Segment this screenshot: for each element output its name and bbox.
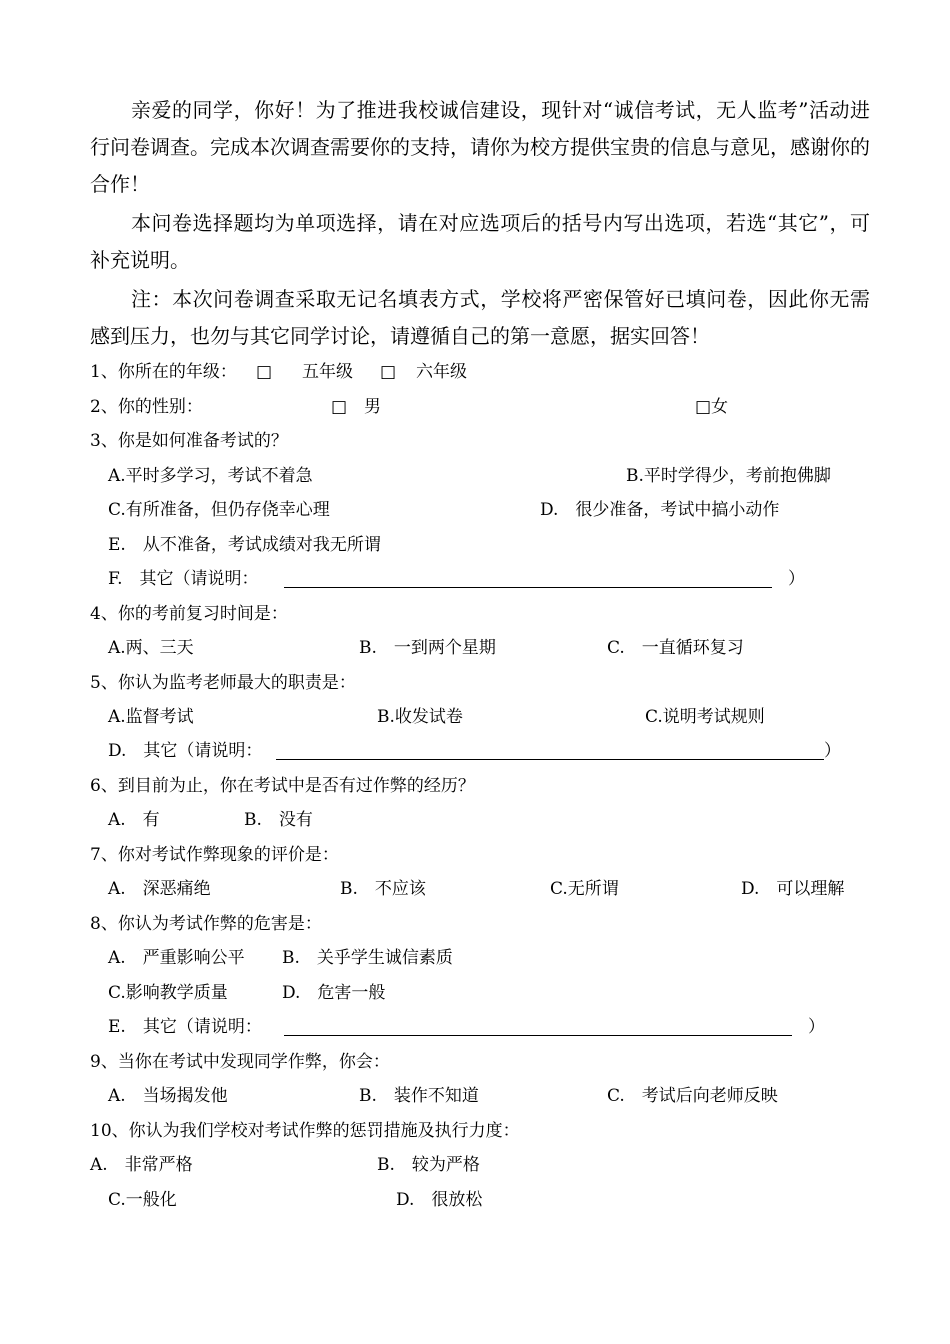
q2-option-male[interactable]: □ 男 [331,397,382,417]
q4-stem: 4、你的考前复习时间是： [90,604,288,624]
q10-option-a: A. 非常严格 [90,1155,193,1175]
q1-option-grade5: 五年级 [302,362,353,382]
q3-stem: 3、你是如何准备考试的？ [90,431,288,451]
q3-other-input-line[interactable] [284,587,772,588]
q10-option-b: B. 较为严格 [377,1155,480,1175]
q4-option-a: A.两、三天 [108,638,194,658]
q7-option-c: C.无所谓 [550,879,619,899]
q8-option-d: D. 危害一般 [282,983,386,1003]
q2-option-female[interactable]: □女 [695,397,729,417]
q8-option-c: C.影响教学质量 [108,983,228,1003]
q3-option-a: A.平时多学习，考试不着急 [108,466,313,486]
q10-option-d: D. 很放松 [396,1190,483,1210]
q3-option-c: C.有所准备，但仍存侥幸心理 [108,500,330,520]
q8-other-input-line[interactable] [284,1035,792,1036]
q5-option-b: B.收发试卷 [377,707,463,727]
q9-stem: 9、当你在考试中发现同学作弊，你会： [90,1052,390,1072]
q7-stem: 7、你对考试作弊现象的评价是： [90,845,339,865]
q8-option-b: B. 关乎学生诚信素质 [282,948,453,968]
q6-stem: 6、到目前为止，你在考试中是否有过作弊的经历？ [90,776,475,796]
q10-option-c: C.一般化 [108,1190,177,1210]
q4-option-c: C. 一直循环复习 [607,638,744,658]
q10-stem: 10、你认为我们学校对考试作弊的惩罚措施及执行力度： [90,1121,520,1141]
q9-option-a: A. 当场揭发他 [108,1086,228,1106]
q7-option-a: A. 深恶痛绝 [108,879,211,899]
q5-option-d-close: ） [824,741,841,761]
q5-option-c: C.说明考试规则 [645,707,765,727]
q6-option-b: B. 没有 [244,810,313,830]
q9-option-b: B. 装作不知道 [359,1086,479,1106]
q5-stem: 5、你认为监考老师最大的职责是： [90,673,356,693]
q7-option-d: D. 可以理解 [741,879,845,899]
q3-option-f-close: ） [788,569,805,589]
q1-stem: 1、你所在的年级： [90,362,237,382]
q7-option-b: B. 不应该 [340,879,426,899]
q1-checkbox-grade5[interactable]: □ [256,362,273,382]
q3-option-f: F. 其它（请说明： [108,569,259,589]
q8-option-e: E. 其它（请说明： [108,1017,262,1037]
q5-option-d: D. 其它（请说明： [108,741,263,761]
intro-paragraph-1: 亲爱的同学，你好！为了推进我校诚信建设，现针对“诚信考试，无人监考”活动进行问卷调查。完成本次调查需要你的支持，请你为校方提供宝贵的信息与意见，感谢你的合作！ [90,98,870,196]
q6-option-a: A. 有 [108,810,160,830]
q3-option-b: B.平时学得少，考前抱佛脚 [626,466,831,486]
intro-paragraph-2: 本问卷选择题均为单项选择，请在对应选项后的括号内写出选项，若选“其它”，可补充说明。 [90,211,870,272]
q4-option-b: B. 一到两个星期 [359,638,496,658]
q5-option-a: A.监督考试 [108,707,194,727]
q9-option-c: C. 考试后向老师反映 [607,1086,778,1106]
q3-option-d: D. 很少准备，考试中搞小动作 [540,500,780,520]
q8-option-a: A. 严重影响公平 [108,948,245,968]
q1-option-grade6: 六年级 [416,362,467,382]
q3-option-e: E. 从不准备，考试成绩对我无所谓 [108,535,381,555]
q1-checkbox-grade6[interactable]: □ [380,362,397,382]
q8-option-e-close: ） [808,1017,825,1037]
intro-paragraph-3: 注：本次问卷调查采取无记名填表方式，学校将严密保管好已填问卷，因此你无需感到压力，也勿与其它同学讨论，请遵循自己的第一意愿，据实回答！ [90,287,870,348]
q2-stem: 2、你的性别： [90,397,203,417]
q8-stem: 8、你认为考试作弊的危害是： [90,914,322,934]
q5-other-input-line[interactable] [276,759,824,760]
